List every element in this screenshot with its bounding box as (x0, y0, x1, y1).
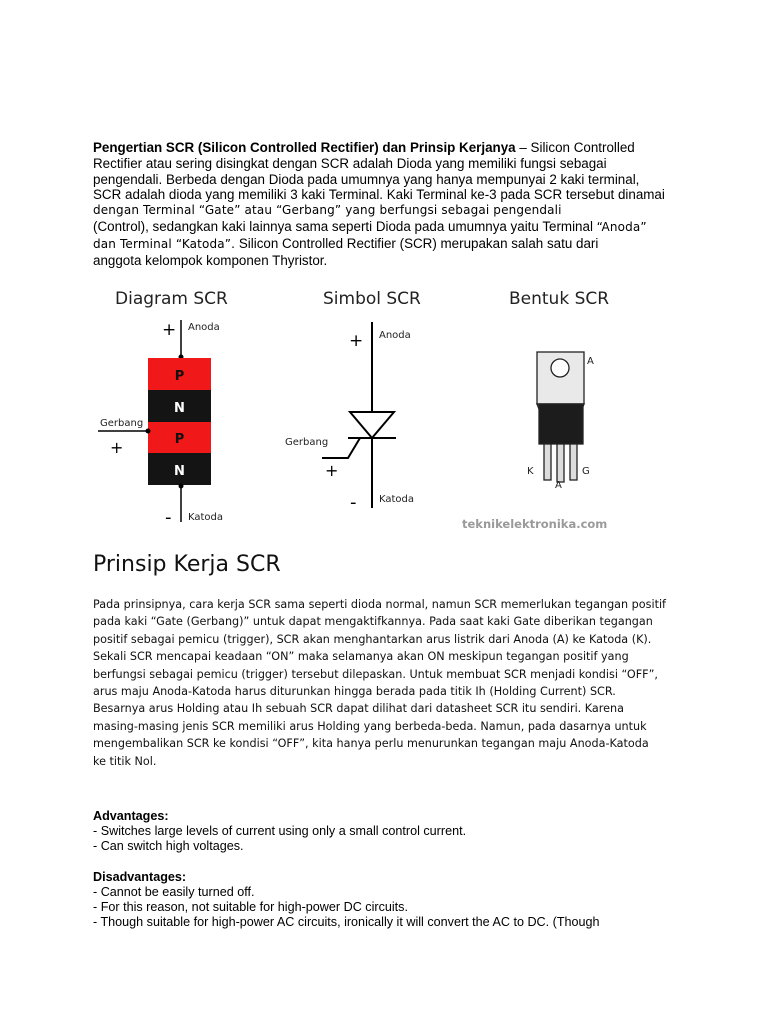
layer-p2-label: P (174, 432, 185, 447)
package-pin-g: G (582, 466, 590, 477)
disadvantage-item: - For this reason, not suitable for high-power DC circuits. (93, 900, 408, 914)
scr-package (537, 352, 584, 482)
principle-line: Besarnya arus Holding atau Ih sebuah SCR dapat dilihat dari datasheet SCR itu sendiri. Karena (93, 702, 624, 716)
intro-line-1 (93, 140, 673, 156)
advantage-item: - Switches large levels of current using only a small control current. (93, 824, 467, 838)
intro-line-3: pengendali. Berbeda dengan Dioda pada umumnya yang hanya mempunyai 2 kaki terminal, (93, 171, 640, 187)
symbol-plus-gate: + (325, 461, 339, 480)
principle-line: Sekali SCR mencapai keadaan “ON” maka selamanya akan ON meskipun tegangan positif yang (93, 650, 629, 664)
symbol-plus-anode: + (349, 331, 364, 351)
intro-title: Pengertian SCR (Silicon Controlled Rectifier) dan Prinsip Kerjanya (93, 140, 516, 155)
package-pin-k: K (527, 466, 534, 477)
principle-line: arus maju Anoda-Katoda harus diturunkan hingga berada pada titik Ih (Holding Current) SCR. (93, 685, 616, 699)
intro-line-7b: Silicon Controlled Rectifier (SCR) merupakan salah satu dari (235, 235, 599, 251)
symbol-triangle (350, 412, 394, 438)
principle-heading: Prinsip Kerja SCR (93, 552, 281, 577)
advantages-section (93, 809, 693, 854)
diagram-minus: - (165, 507, 172, 528)
principle-line: positif sebagai pemicu (trigger), SCR akan menghantarkan arus listrik dari Anoda (A) ke Katoda (K). (93, 632, 652, 646)
intro-line-4: SCR adalah dioda yang memiliki 3 kaki Terminal. Kaki Terminal ke-3 pada SCR tersebut dinamai (93, 187, 665, 203)
principle-line: masing-masing jenis SCR memiliki arus Holding yang berbeda-beda. Namun, pada dasarnya untuk (93, 719, 647, 733)
intro-line-5: dengan Terminal “Gate” atau “Gerbang” yang berfungsi sebagai pengendali (93, 203, 562, 218)
layer-n2-label: N (174, 464, 185, 479)
gate-dot (146, 429, 151, 434)
intro-line-6b: “Anoda” (596, 219, 647, 234)
intro-line-6a: (Control), sedangkan kaki lainnya sama seperti Dioda pada umumnya yaitu Terminal (93, 218, 597, 234)
intro-line-1-rest: Silicon Controlled (530, 140, 635, 155)
intro-dash: – (515, 140, 531, 155)
symbol-katoda-label: Katoda (379, 494, 415, 505)
cathode-dot (179, 484, 184, 489)
disadvantage-item: - Cannot be easily turned off. (93, 885, 255, 899)
package-pin-a: A (555, 480, 562, 491)
layer-p1-label: P (174, 369, 185, 384)
intro-line-8: anggota kelompok komponen Thyristor. (93, 252, 328, 268)
symbol-minus: - (350, 492, 357, 513)
disadvantages-section (93, 870, 693, 930)
pnpn-diagram (98, 320, 223, 528)
intro-line-2: Rectifier atau sering disingkat dengan SCR adalah Dioda yang memiliki fungsi sebagai (93, 155, 607, 171)
shape-title: Bentuk SCR (509, 289, 610, 309)
disadvantages-heading: Disadvantages: (93, 870, 187, 884)
intro-line-7 (93, 236, 673, 253)
package-lead-g (570, 444, 577, 480)
principle-line: pada kaki “Gate (Gerbang)” untuk dapat mengaktifkannya. Pada saat kaki Gate diberikan tegangan (93, 615, 653, 629)
diagram-plus-anode: + (162, 320, 177, 340)
diagram-katoda-label: Katoda (188, 512, 224, 523)
scr-figure-svg (90, 280, 650, 535)
principle-line: berfungsi sebagai pemicu (trigger) tersebut dilepaskan. Untuk membuat SCR menjadi kondisi “OFF”, (93, 667, 658, 681)
watermark: teknikelektronika.com (462, 517, 608, 531)
diagram-anoda-label: Anoda (188, 322, 220, 333)
symbol-gerbang-label: Gerbang (285, 437, 329, 448)
disadvantage-item: - Though suitable for high-power AC circuits, ironically it will convert the AC to DC. (Though (93, 915, 600, 929)
symbol-title: Simbol SCR (323, 289, 421, 309)
diagram-plus-gate: + (110, 438, 124, 457)
scr-figure (90, 280, 650, 535)
intro-line-6 (93, 219, 673, 236)
principle-line: mengembalikan SCR ke kondisi “OFF”, kita hanya perlu menurunkan tegangan maju Anoda-Katoda (93, 737, 649, 751)
package-lead-k (544, 444, 551, 480)
diagram-title: Diagram SCR (115, 289, 228, 309)
package-pin-a-top: A (587, 356, 594, 367)
intro-line-7a: dan Terminal “Katoda”. (93, 236, 236, 251)
symbol-anoda-label: Anoda (379, 330, 411, 341)
intro-paragraph (93, 140, 673, 268)
package-body (539, 404, 583, 444)
advantages-heading: Advantages: (93, 809, 169, 823)
principle-line: ke titik Nol. (93, 754, 157, 768)
advantage-item: - Can switch high voltages. (93, 839, 244, 853)
diagram-gerbang-label: Gerbang (100, 418, 144, 429)
principle-line: Pada prinsipnya, cara kerja SCR sama seperti dioda normal, namun SCR memerlukan tegangan positif (93, 598, 666, 611)
layer-n1-label: N (174, 401, 185, 416)
package-lead-a (557, 444, 564, 482)
package-hole (551, 359, 569, 377)
principle-paragraph (93, 596, 683, 770)
